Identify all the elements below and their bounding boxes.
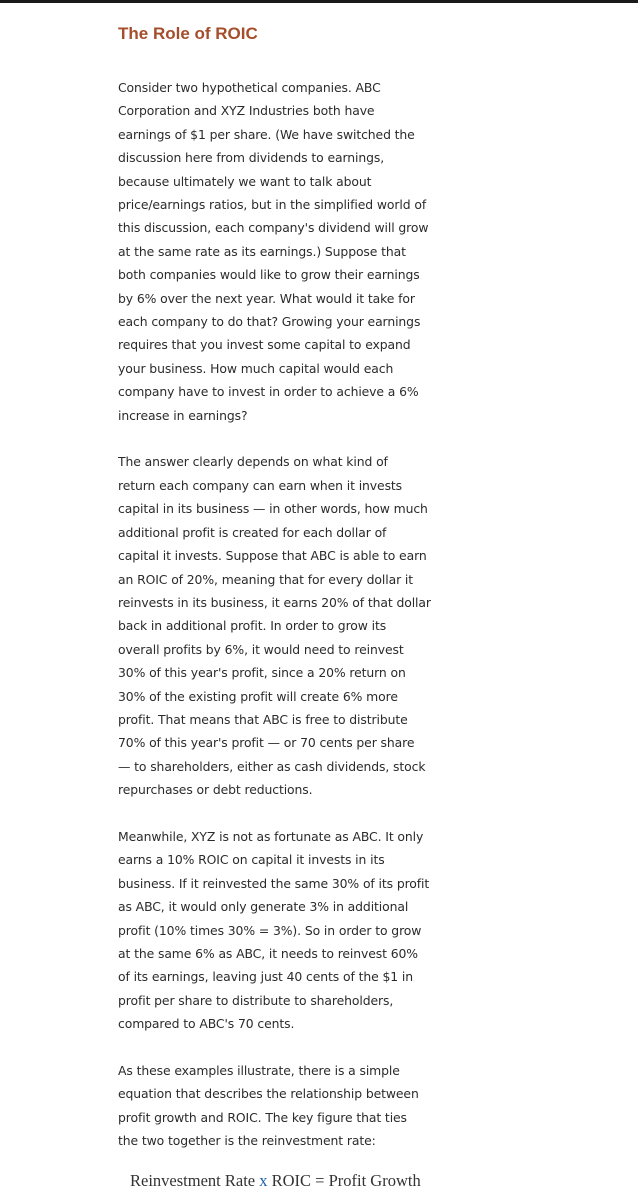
text-line: reinvests in its business, it earns 20% of that dollar: [118, 594, 431, 610]
text-line: as ABC, it would only generate 3% in additional: [118, 899, 409, 915]
text-line: because ultimately we want to talk about: [118, 173, 372, 189]
text-line: profit. That means that ABC is free to distribute: [118, 711, 408, 727]
text-line: an ROIC of 20%, meaning that for every dollar it: [118, 571, 414, 587]
section-title: The Role of ROIC: [118, 24, 258, 43]
text-line: 30% of this year's profit, since a 20% return on: [118, 665, 406, 681]
document-page: [118, 22, 498, 1176]
text-line: profit (10% times 30% = 3%). So in order to grow: [118, 922, 422, 938]
text-line: repurchases or debt reductions.: [118, 782, 313, 798]
paragraph: [118, 450, 498, 801]
text-line: your business. How much capital would each: [118, 360, 394, 376]
text-line: Consider two hypothetical companies. ABC: [118, 80, 381, 95]
paragraph: [118, 76, 498, 427]
text-line: — to shareholders, either as cash dividends, stock: [118, 758, 426, 774]
text-line: As these examples illustrate, there is a simple: [118, 1063, 400, 1079]
text-line: equation that describes the relationship between: [118, 1086, 419, 1102]
text-line: The answer clearly depends on what kind of: [118, 454, 388, 470]
text-line: compared to ABC's 70 cents.: [118, 1016, 295, 1032]
text-line: additional profit is created for each dollar of: [118, 524, 387, 540]
text-line: capital in its business — in other words, how much: [118, 501, 428, 517]
text-line: each company to do that? Growing your earnings: [118, 314, 421, 330]
text-line: the two together is the reinvestment rate:: [118, 1133, 376, 1149]
text-line: of its earnings, leaving just 40 cents of the $1 in: [118, 969, 413, 985]
text-line: both companies would like to grow their earnings: [118, 267, 420, 283]
text-line: discussion here from dividends to earnings,: [118, 150, 385, 166]
equation-equals-sign: =: [315, 1171, 325, 1190]
text-line: company have to invest in order to achieve a 6%: [118, 384, 419, 400]
text-line: back in additional profit. In order to grow its: [118, 618, 387, 634]
text-line: profit per share to distribute to shareholders,: [118, 992, 394, 1008]
equation-roic: ROIC: [271, 1171, 312, 1190]
text-line: Corporation and XYZ Industries both have: [118, 103, 375, 119]
text-line: Meanwhile, XYZ is not as fortunate as ABC. It only: [118, 828, 424, 844]
top-border-line: [0, 0, 638, 3]
text-line: earns a 10% ROIC on capital it invests in its: [118, 852, 385, 868]
text-line: business. If it reinvested the same 30% of its profit: [118, 875, 430, 891]
equation-multiply-operator: x: [259, 1171, 268, 1190]
text-line: increase in earnings?: [118, 407, 248, 423]
paragraph: [118, 825, 498, 1036]
text-line: requires that you invest some capital to expand: [118, 337, 411, 353]
paragraph: [118, 1059, 498, 1153]
text-line: return each company can earn when it invests: [118, 477, 403, 493]
equation-profit-growth: Profit Growth: [328, 1171, 421, 1190]
text-line: price/earnings ratios, but in the simplified world of: [118, 197, 427, 213]
text-line: profit growth and ROIC. The key figure that ties: [118, 1109, 407, 1125]
body-text: [118, 76, 498, 1153]
text-line: overall profits by 6%, it would need to reinvest: [118, 641, 404, 657]
text-line: this discussion, each company's dividend will grow: [118, 220, 429, 236]
text-line: at the same rate as its earnings.) Suppose that: [118, 243, 406, 259]
text-line: at the same 6% as ABC, it needs to reinvest 60%: [118, 946, 418, 961]
equation: [130, 1170, 421, 1192]
text-line: 30% of the existing profit will create 6% more: [118, 688, 398, 704]
equation-reinvestment-rate: Reinvestment Rate: [130, 1171, 256, 1190]
text-line: 70% of this year's profit — or 70 cents per share: [118, 735, 415, 751]
text-line: capital it invests. Suppose that ABC is able to earn: [118, 548, 427, 564]
text-line: by 6% over the next year. What would it take for: [118, 290, 415, 306]
text-line: earnings of $1 per share. (We have switched the: [118, 126, 415, 142]
